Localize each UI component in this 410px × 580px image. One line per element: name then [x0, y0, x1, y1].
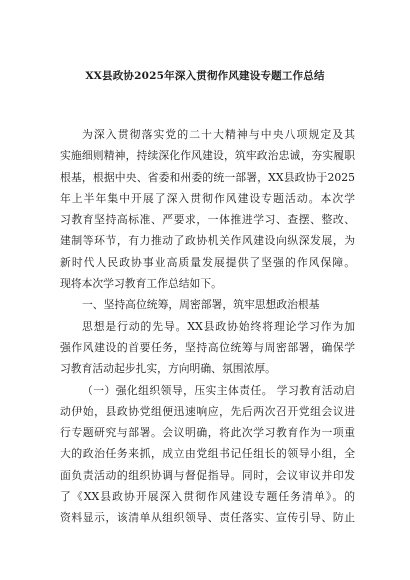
paragraph-line: 习教育坚持高标准、严要求，一体推进学习、查摆、整改、	[60, 213, 355, 227]
paragraph-line: 行专题研究与部署。会议明确，将此次学习教育作为一项重	[60, 426, 355, 440]
paragraph-line: 了《XX县政协开展深入贯彻作风建设专题任务清单》。的	[60, 490, 355, 504]
paragraph-line: 实施细则精神，持续深化作风建设，筑牢政治忠诚，夯实履职	[60, 149, 355, 163]
paragraph-line: 面负责活动的组织协调与督促指导。同时，会议审议并印发	[60, 468, 355, 482]
paragraph-line: 年上半年集中开展了深入贯彻作风建设专题活动。本次学	[60, 191, 355, 205]
paragraph-line: 习教育活动起步扎实，方向明确、氛围浓厚。	[60, 362, 276, 376]
section-heading: 一、坚持高位统筹，周密部署，筑牢思想政治根基	[82, 298, 320, 312]
paragraph-line: 新时代人民政协事业高质量发展提供了坚强的作风保障。	[60, 255, 355, 269]
paragraph-line: 思想是行动的先导。XX县政协始终将理论学习作为加	[82, 319, 355, 333]
paragraph-line: 根基，根据中央、省委和州委的统一部署，XX县政协于2025	[60, 170, 355, 184]
paragraph-line: 强作风建设的首要任务，坚持高位统筹与周密部署，确保学	[60, 340, 355, 354]
paragraph-line: 资料显示，该清单从组织领导、责任落实、宣传引导、防止	[60, 511, 355, 525]
paragraph-line: 现将本次学习教育工作总结如下。	[60, 277, 222, 291]
document-title: XX县政协2025年深入贯彻作风建设专题工作总结	[85, 70, 325, 82]
document-body	[60, 124, 355, 529]
paragraph-line: 动伊始，县政协党组便迅速响应，先后两次召开党组会议进	[60, 404, 355, 418]
paragraph-line: 建制等环节，有力推动了政协机关作风建设向纵深发展，为	[60, 234, 355, 248]
paragraph-line: 大的政治任务来抓，成立由党组书记任组长的领导小组，全	[60, 447, 355, 461]
paragraph-line: （一）强化组织领导，压实主体责任。 学习教育活动启	[82, 383, 355, 397]
paragraph-line: 为深入贯彻落实党的二十大精神与中央八项规定及其	[82, 128, 355, 141]
